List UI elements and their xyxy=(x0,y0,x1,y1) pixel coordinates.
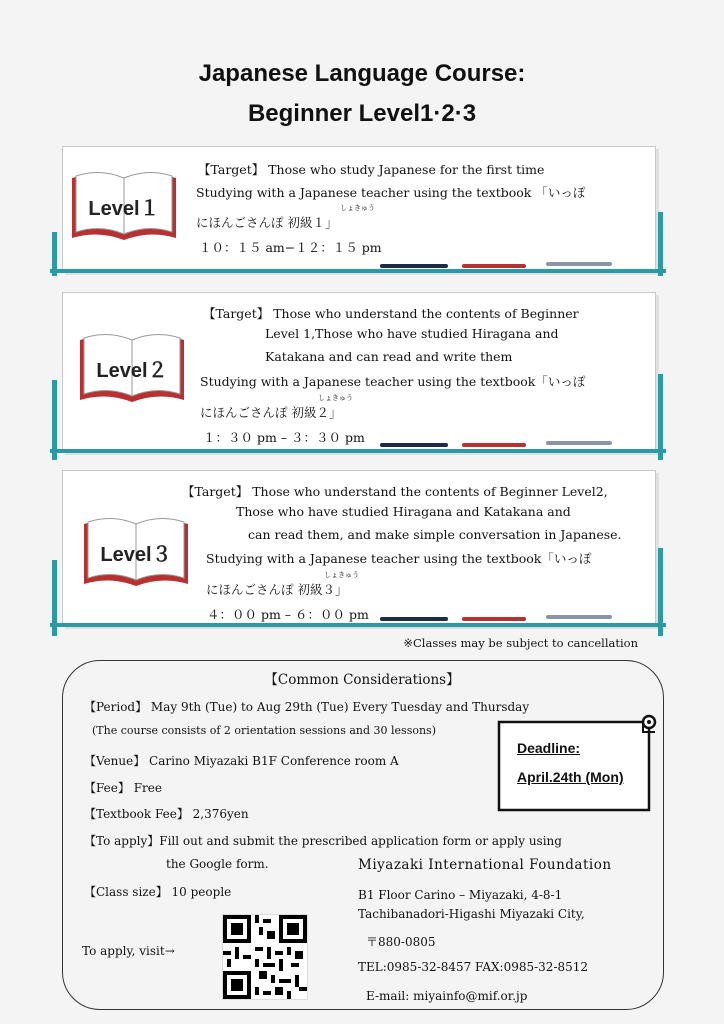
lying-book xyxy=(546,441,612,445)
level-1-line-1: 【Target】 Those who study Japanese for the first time xyxy=(198,162,545,177)
shelf-line xyxy=(50,449,666,453)
period: 【Period】 May 9th (Tue) to Aug 29th (Tue) Every Tuesday and Thursday xyxy=(84,700,530,714)
level-2-ruby: しょきゅう xyxy=(318,394,353,402)
level-3-line-3: can read them, and make simple conversation in Japanese. xyxy=(248,527,622,542)
level-3-line-4: Studying with a Japanese teacher using the textbook「いっぽ xyxy=(206,551,592,566)
foundation-name: Miyazaki International Foundation xyxy=(358,857,612,873)
level-1-line-3: にほんごさんぽ 初級１」 xyxy=(196,215,338,230)
textbook-fee: 【Textbook Fee】 2,376yen xyxy=(84,807,249,821)
level-2-line-3: Katakana and can read and write them xyxy=(265,349,513,364)
shelf-line xyxy=(50,269,666,273)
level-3-line-2: Those who have studied Hiragana and Katakana and xyxy=(236,504,571,519)
level-3-time: ４：００ pm – ６：００ pm xyxy=(207,607,369,622)
level-1-badge: Level１ xyxy=(88,198,160,220)
foundation-address-1: B1 Floor Carino – Miyazaki, 4-8-1 xyxy=(358,888,563,902)
foundation-postal: 〒880-0805 xyxy=(366,935,436,949)
fee: 【Fee】 Free xyxy=(84,781,162,795)
level-3-line-5: にほんごさんぽ 初級３」 xyxy=(206,582,348,597)
level-2-line-1: 【Target】 Those who understand the contents of Beginner xyxy=(203,306,579,321)
lying-book xyxy=(380,617,448,621)
lying-book xyxy=(546,262,612,266)
level-2-badge: Level２ xyxy=(96,360,168,382)
foundation-address-2: Tachibanadori-Higashi Miyazaki City, xyxy=(358,907,585,921)
shelf-post xyxy=(52,380,57,460)
open-book-icon xyxy=(80,514,192,592)
lying-book xyxy=(462,264,526,268)
level-2-line-4: Studying with a Japanese teacher using the textbook「いっぽ xyxy=(200,374,586,389)
apply-visit: To apply, visit→ xyxy=(82,944,175,958)
period-note: (The course consists of 2 orientation sessions and 30 lessons) xyxy=(92,724,436,737)
level-1-line-2: Studying with a Japanese teacher using the textbook 「いっぽ xyxy=(196,185,586,200)
deadline-date: April.24th (Mon) xyxy=(517,769,624,785)
foundation-phone: TEL:0985-32-8457 FAX:0985-32-8512 xyxy=(358,960,589,974)
venue: 【Venue】 Carino Miyazaki B1F Conference room A xyxy=(84,754,399,768)
level-1-ruby: しょきゅう xyxy=(340,204,375,212)
lying-book xyxy=(380,264,448,268)
lying-book xyxy=(462,443,526,447)
to-apply: 【To apply】Fill out and submit the prescribed application form or apply using xyxy=(84,834,562,848)
level-3-badge: Level３ xyxy=(100,544,172,566)
common-considerations-title: 【Common Considerations】 xyxy=(264,672,460,688)
to-apply-cont: the Google form. xyxy=(166,857,269,871)
level-1-time: １０：１５ am−１２：１５ pm xyxy=(199,240,382,255)
shelf-post xyxy=(658,212,663,276)
qr-code[interactable] xyxy=(222,914,308,1000)
level-2-line-2: Level 1,Those who have studied Hiragana and xyxy=(265,326,559,341)
open-book-icon xyxy=(76,330,188,408)
title-line-1: Japanese Language Course: xyxy=(198,60,526,87)
shelf-line xyxy=(50,623,666,627)
deadline-label: Deadline: xyxy=(517,740,581,756)
lying-book xyxy=(546,615,612,619)
level-3-line-1: 【Target】 Those who understand the contents of Beginner Level2, xyxy=(182,484,608,499)
title-line-2: Beginner Level1·2·3 xyxy=(247,100,477,127)
foundation-email[interactable]: E-mail: miyainfo@mif.or.jp xyxy=(366,989,528,1003)
open-book-icon xyxy=(68,168,180,246)
level-2-time: １：３０ pm – ３：３０ pm xyxy=(203,430,365,445)
lying-book xyxy=(380,443,448,447)
level-2-line-5: にほんごさんぽ 初級２」 xyxy=(200,405,342,420)
level-3-ruby: しょきゅう xyxy=(324,571,359,579)
class-size: 【Class size】 10 people xyxy=(84,885,232,899)
cancellation-note: ※Classes may be subject to cancellation xyxy=(403,636,638,650)
lying-book xyxy=(462,617,526,621)
shelf-post xyxy=(658,374,663,460)
deadline-scroll xyxy=(497,714,657,814)
